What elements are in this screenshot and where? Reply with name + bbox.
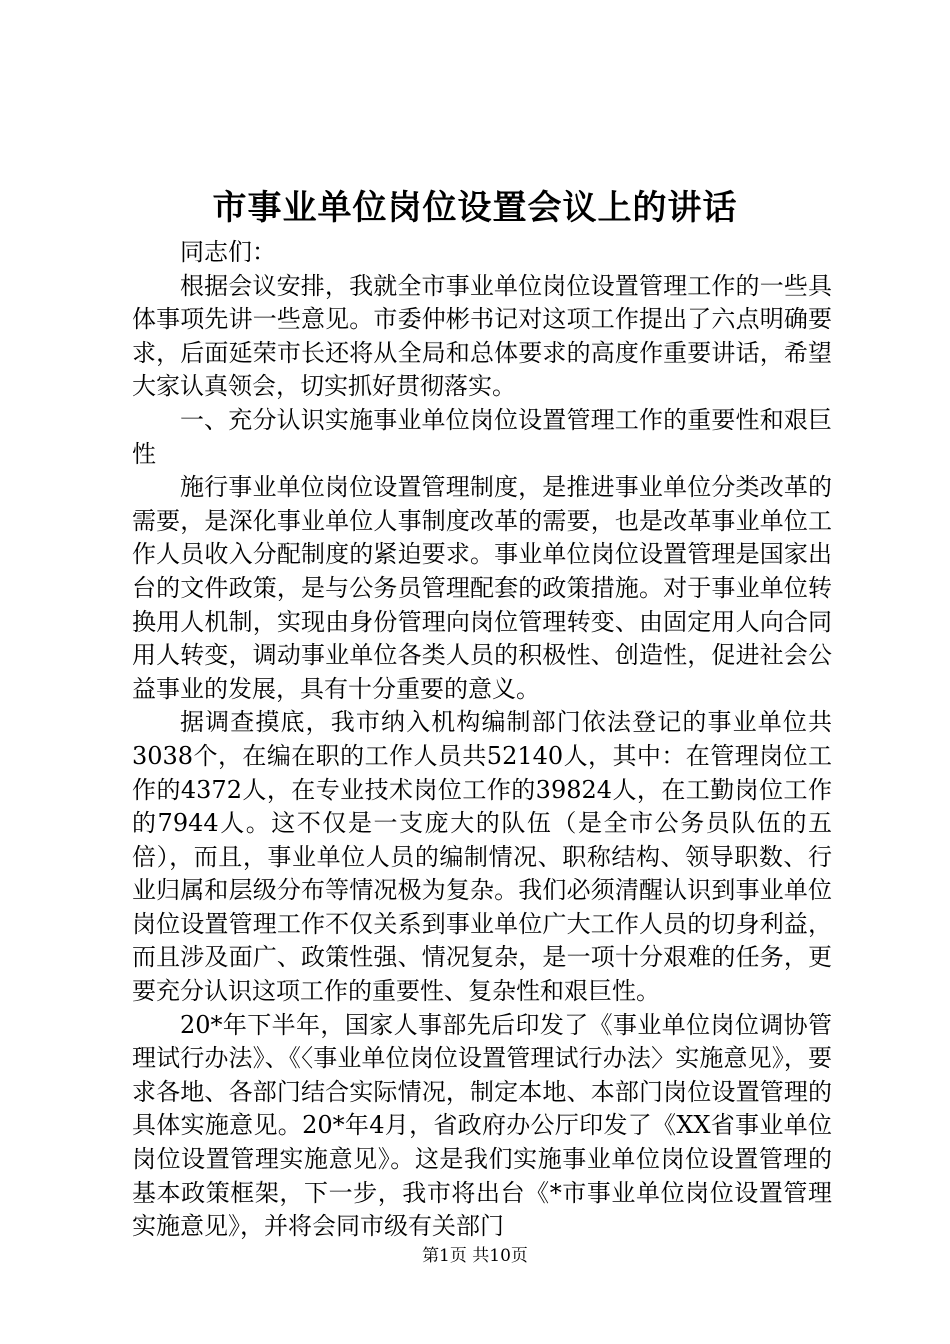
- section-heading-1: 一、充分认识实施事业单位岗位设置管理工作的重要性和艰巨性: [132, 405, 832, 468]
- paragraph-intro: 根据会议安排，我就全市事业单位岗位设置管理工作的一些具体事项先讲一些意见。市委仲彬书记对这项工作提出了六点明确要求，后面延荣市长还将从全局和总体要求的高度作重要讲话，希望大家认真领会，切实抓好贯彻落实。: [132, 271, 832, 401]
- page-number: 第1页 共10页: [422, 1246, 528, 1266]
- paragraph-policy: 20*年下半年，国家人事部先后印发了《事业单位岗位调协管理试行办法》、《〈事业单位岗位设置管理试行办法〉实施意见》，要求各地、各部门结合实际情况，制定本地、本部门岗位设置管理的具体实施意见。20*年4月，省政府办公厅印发了《XX省事业单位岗位设置管理实施意见》。这是我们实施事业单位岗位设置管理的基本政策框架，下一步，我市将出台《*市事业单位岗位设置管理实施意见》，并将会同市级有关部门: [132, 1010, 832, 1241]
- page-title: 市事业单位岗位设置会议上的讲话: [212, 188, 738, 228]
- paragraph-statistics: 据调查摸底，我市纳入机构编制部门依法登记的事业单位共3038个，在编在职的工作人员共52140人，其中：在管理岗位工作的4372人，在专业技术岗位工作的39824人，在工勤岗位工作的7944人。这不仅是一支庞大的队伍（是全市公务员队伍的五倍），而且，事业单位人员的编制情况、职称结构、领导职数、行业归属和层级分布等情况极为复杂。我们必须清醒认识到事业单位岗位设置管理工作不仅关系到事业单位广大工作人员的切身利益，而且涉及面广、政策性强、情况复杂，是一项十分艰难的任务，更要充分认识这项工作的重要性、复杂性和艰巨性。: [132, 708, 832, 1006]
- salutation: 同志们：: [180, 238, 276, 266]
- document-body: [132, 236, 832, 1244]
- paragraph-significance: 施行事业单位岗位设置管理制度，是推进事业单位分类改革的需要，是深化事业单位人事制度改革的需要，也是改革事业单位工作人员收入分配制度的紧迫要求。事业单位岗位设置管理是国家出台的文件政策，是与公务员管理配套的政策措施。对于事业单位转换用人机制，实现由身份管理向岗位管理转变、由固定用人向合同用人转变，调动事业单位各类人员的积极性、创造性，促进社会公益事业的发展，具有十分重要的意义。: [132, 473, 832, 703]
